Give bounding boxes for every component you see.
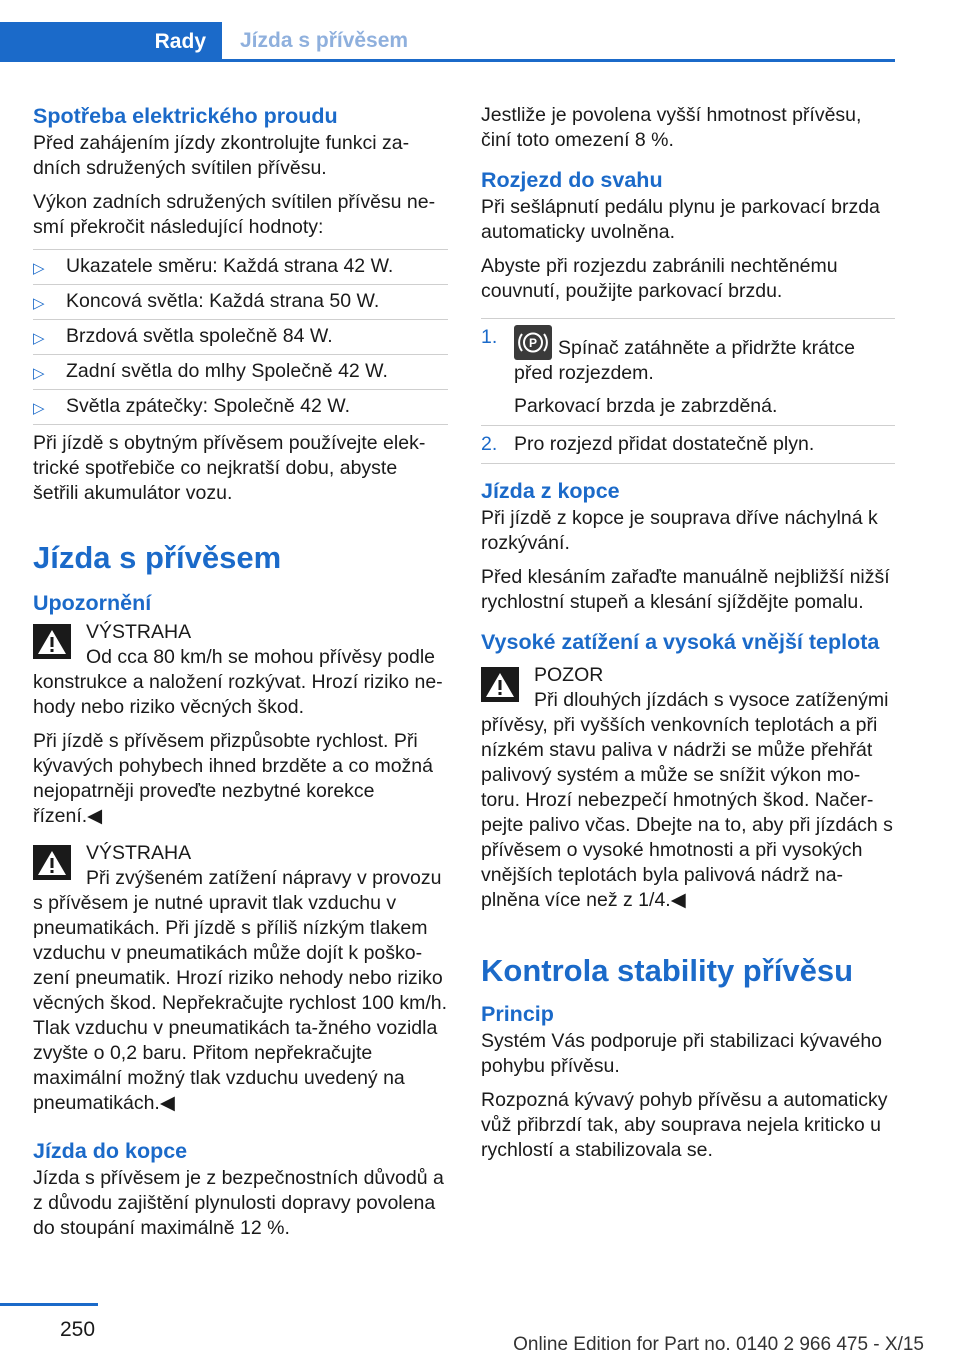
step-text: Pro rozjezd přidat dostatečně plyn. [514,433,815,455]
caution-block [481,663,895,913]
warning-triangle-icon [33,624,71,659]
edition-footer: Online Edition for Part no. 0140 2 966 475 - X/15 [513,1334,924,1355]
caution-text: Při dlouhých jízdách s vysoce zatíženými přívěsy, při vyšších venkovních teplotách a při nízkém stavu paliva v nádrži se může přehřát palivový systém a může se snížit výkon mo-toru. Hrozí nebezpečí hmotných škod. Načer-pejte palivo včas. Dbejte na to, aby při jízdách s přívěsem o vysoké hmotnosti a při vysokých vnějších teplotách byla palivová nádrž na-plněna více než z 1/4.◀ [481,689,893,911]
power-heading: Spotřeba elektrického proudu [33,104,338,128]
bullet-triangle-icon: ▷ [33,295,45,312]
warning-title: VÝSTRAHA [86,621,192,643]
principle-paragraph-1: Systém Vás podporuje při stabilizaci kývavého pohybu přívěsu. [481,1030,883,1077]
step-text: Spínač zatáhněte a přidržte krátce před rozjezdem. [514,337,856,384]
bullet-triangle-icon: ▷ [33,400,45,417]
hillstart-paragraph-1: Při sešlápnutí pedálu plynu je parkovací brzda automaticky uvolněna. [481,196,880,243]
power-paragraph-1: Před zahájením jízdy zkontrolujte funkci za-dních sdružených svítilen přívěsu. [33,132,410,179]
warning-text-2: Při jízdě s přívěsem přizpůsobte rychlost. Při kývavých pohybech ihned brzděte a co možná nejopatrněji proveďte nezbytné korekce řízení.◀ [33,730,433,827]
hillstart-steps [481,318,895,464]
list-item: ▷ Koncová světla: Každá strana 50 W. [33,284,448,319]
left-column [33,103,448,1250]
step-number: 2. [481,433,498,455]
chapter-title-tab: Jízda s přívěsem [222,22,895,62]
warning-triangle-icon [481,667,519,702]
page-header [0,22,895,62]
principle-heading: Princip [481,1002,554,1026]
caution-title: POZOR [534,664,604,686]
uphill-heading: Jízda do kopce [33,1139,188,1163]
power-paragraph-3: Při jízdě s obytným přívěsem používejte elek-trické spotřebiče co nejkratší dobu, abyste šetřili akumulátor vozu. [33,432,426,504]
warning-triangle-icon [33,845,71,880]
list-item: ▷ Zadní světla do mlhy Společně 42 W. [33,354,448,389]
downhill-heading: Jízda z kopce [481,479,620,503]
list-item: ▷ Ukazatele směru: Každá strana 42 W. [33,249,448,284]
bullet-triangle-icon: ▷ [33,330,45,347]
footer-rule [0,1303,98,1306]
section-title: Jízda s přívěsem [33,540,282,575]
step-subtext: Parkovací brzda je zabrzděná. [514,395,778,417]
right-column [481,103,895,1172]
svg-text:P: P [528,336,538,350]
hillstart-paragraph-2: Abyste při rozjezdu zabránili nechtěnému couvnutí, použijte parkovací brzdu. [481,255,838,302]
power-paragraph-2: Výkon zadních sdružených svítilen přívěsu ne-smí překročit následující hodnoty: [33,191,436,238]
page-number: 250 [60,1318,96,1341]
step-item [481,425,895,464]
notice-heading: Upozornění [33,591,152,615]
power-limits-list [33,249,448,425]
section-tab: Rady [0,22,222,62]
principle-paragraph-2: Rozpozná kývavý pohyb přívěsu a automaticky vůž přibrzdí tak, aby souprava nejela kriticko u rychlostí a stabilizovala se. [481,1089,888,1161]
limit-paragraph: Jestliže je povolena vyšší hmotnost přívěsu, činí toto omezení 8 %. [481,104,862,151]
parking-brake-switch-icon [514,325,552,360]
list-item: ▷ Světla zpátečky: Společně 42 W. [33,389,448,425]
warning-block-1 [33,620,448,829]
warning-block-2 [33,841,448,1116]
downhill-paragraph-1: Při jízdě z kopce je souprava dříve náchylná k rozkývání. [481,507,878,554]
bullet-triangle-icon: ▷ [33,365,45,382]
bullet-triangle-icon: ▷ [33,260,45,277]
highload-heading: Vysoké zatížení a vysoká vnější teplota [481,630,880,654]
stability-section-title: Kontrola stability přívěsu [481,953,854,988]
uphill-paragraph: Jízda s přívěsem je z bezpečnostních důvodů a z důvodu zajištění plynulosti dopravy povolena do stoupání maximálně 12 %. [33,1167,444,1239]
warning-text: Při zvýšeném zatížení nápravy v provozu s přívěsem je nutné upravit tlak vzduchu v pneumatikách. Při jízdě s příliš nízkým tlakem vzduchu v pneumatikách může dojít k poško-zení pneumatik. Hrozí riziko nehody nebo riziko věcných škod. Nepřekračujte rychlost 100 km/h. Tlak vzduchu v pneumatikách ta-žného vozidla zvyšte o 0,2 baru. Přitom nepřekračujte maximální možný tlak vzduchu uvedený na pneumatikách.◀ [33,867,448,1114]
step-number: 1. [481,326,498,348]
downhill-paragraph-2: Před klesáním zařaďte manuálně nejbližší nižší rychlostní stupeň a klesání sjíždějte pomalu. [481,566,890,613]
hillstart-heading: Rozjezd do svahu [481,168,663,192]
warning-text: Od cca 80 km/h se mohou přívěsy podle konstrukce a naložení rozkývat. Hrozí riziko ne-hody nebo riziko věcných škod. [33,646,443,718]
warning-title: VÝSTRAHA [86,842,192,864]
list-item: ▷ Brzdová světla společně 84 W. [33,319,448,354]
step-item [481,318,895,425]
